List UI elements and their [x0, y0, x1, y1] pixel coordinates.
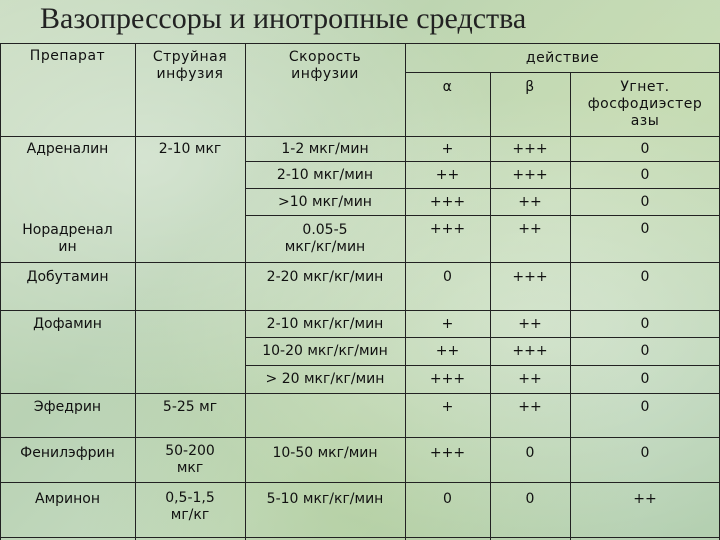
alpha-cell: ++ [435, 343, 460, 359]
drug-dopamine: Дофамин [33, 315, 102, 332]
rate-cell: 5-10 мкг/кг/мин [266, 490, 384, 507]
rate-cell: 2-10 мкг/кг/мин [266, 315, 384, 332]
alpha-cell: +++ [429, 193, 466, 210]
rate-cell: >10 мкг/мин [278, 193, 372, 210]
bolus-phenylephrine-line1: 50-200 [165, 443, 215, 459]
drug-ephedrine: Эфедрин [33, 398, 102, 415]
alpha-cell: 0 [443, 268, 452, 285]
drug-noradrenaline [0, 216, 135, 262]
pde-cell: 0 [640, 268, 650, 285]
header-pde-line2: фосфодиэстер [587, 96, 703, 112]
header-drug: Препарат [29, 47, 106, 64]
beta-cell: ++ [518, 220, 542, 237]
beta-cell: +++ [512, 268, 548, 285]
bolus-ephedrine: 5-25 мг [162, 398, 218, 415]
beta-cell: +++ [512, 140, 548, 157]
header-bolus [135, 44, 245, 88]
pde-cell: 0 [640, 343, 650, 359]
pde-cell: ++ [633, 490, 657, 507]
alpha-cell: +++ [429, 371, 466, 387]
alpha-cell: 0 [443, 490, 452, 507]
rate-cell [245, 216, 405, 262]
drug-adrenaline: Адреналин [26, 140, 109, 157]
header-action: действие [525, 49, 600, 66]
pde-cell: 0 [640, 166, 650, 183]
header-rate-line2: инфузии [291, 66, 359, 82]
header-bolus-line1: Струйная [152, 49, 228, 65]
rate-cell: 1-2 мкг/мин [281, 140, 369, 157]
pde-cell: 0 [640, 220, 650, 237]
header-pde-line1: Угнет. [620, 79, 670, 95]
bolus-amrinone-line1: 0,5-1,5 [165, 490, 215, 506]
header-beta: β [525, 78, 535, 95]
drug-phenylephrine: Фенилэфрин [20, 444, 115, 461]
drug-dobutamine: Добутамин [26, 268, 109, 285]
alpha-cell: + [441, 315, 454, 332]
rate-cell: 10-50 мкг/мин [272, 444, 378, 461]
pde-cell: 0 [640, 398, 650, 415]
drug-noradrenaline-line2: ин [58, 239, 77, 255]
alpha-cell: + [441, 140, 454, 157]
header-rate [245, 44, 405, 88]
rate-cell-line2: мкг/кг/мин [284, 239, 366, 255]
bolus-phenylephrine [135, 438, 245, 482]
drug-noradrenaline-line1: Норадренал [22, 222, 113, 238]
rate-cell-line1: 0.05-5 [302, 222, 348, 238]
beta-cell: +++ [512, 166, 548, 183]
beta-cell: ++ [518, 315, 542, 332]
beta-cell: ++ [518, 371, 542, 387]
header-rate-line1: Скорость [288, 49, 362, 65]
alpha-cell: +++ [429, 444, 466, 461]
header-pde [570, 73, 720, 136]
beta-cell: ++ [518, 398, 542, 415]
bolus-phenylephrine-line2: мкг [176, 460, 204, 476]
alpha-cell: ++ [435, 166, 460, 183]
beta-cell: ++ [518, 193, 542, 210]
bolus-amrinone-line2: мг/кг [170, 507, 210, 523]
pde-cell: 0 [640, 444, 650, 461]
rate-cell: 2-20 мкг/кг/мин [266, 268, 384, 285]
rate-cell: > 20 мкг/кг/мин [265, 371, 385, 387]
bolus-amrinone [135, 483, 245, 531]
bolus-adrenaline: 2-10 мкг [158, 140, 222, 157]
rate-cell [245, 394, 405, 420]
rate-cell: 2-10 мкг/мин [276, 166, 374, 183]
alpha-cell: +++ [429, 220, 466, 237]
page-title: Вазопрессоры и инотропные средства [40, 2, 527, 35]
header-bolus-line2: инфузия [156, 66, 224, 82]
alpha-cell: + [441, 398, 454, 415]
pde-cell: 0 [640, 315, 650, 332]
beta-cell: 0 [525, 444, 535, 461]
header-alpha: α [442, 78, 453, 95]
pde-cell: 0 [640, 371, 650, 387]
rate-cell: 10-20 мкг/кг/мин [262, 343, 388, 359]
drug-amrinone: Амринон [35, 490, 100, 507]
pde-cell: 0 [640, 193, 650, 210]
pde-cell: 0 [640, 140, 650, 157]
beta-cell: 0 [525, 490, 535, 507]
beta-cell: +++ [512, 343, 548, 359]
header-pde-line3: азы [630, 113, 660, 129]
